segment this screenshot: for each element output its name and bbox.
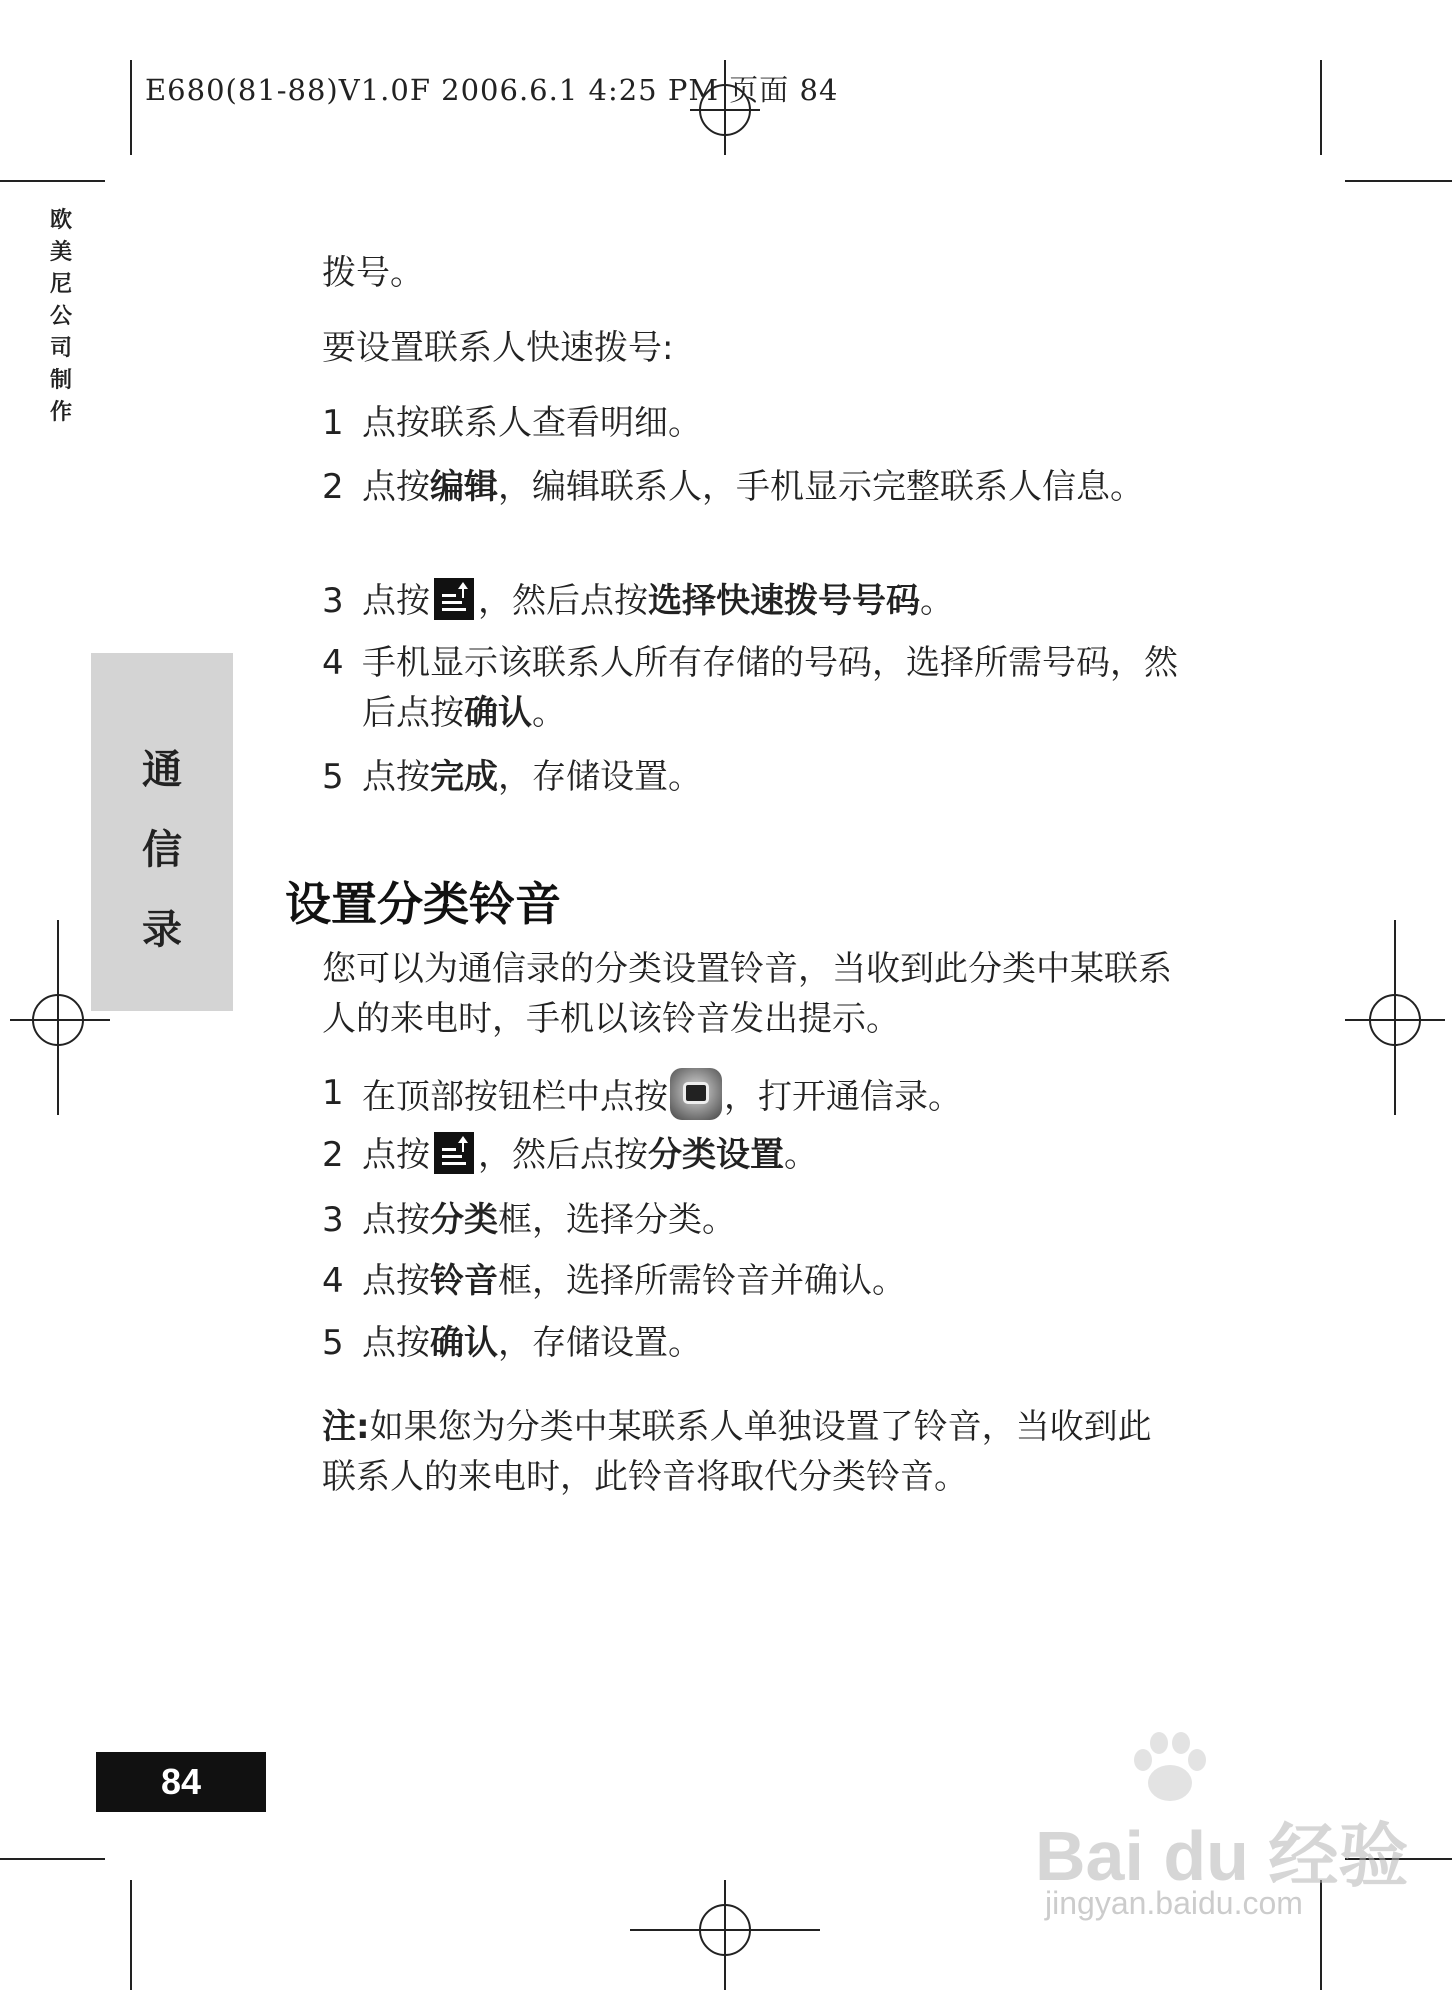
watermark-brand: Bai du 经验 [1035,1817,1409,1895]
step-text: 点按 ，然后点按分类设置。 [362,1130,1182,1180]
crop-mark [1320,60,1322,155]
side-publisher-label: 欧美尼公司制作 [49,208,72,425]
list-item [322,462,1182,562]
registration-mark-bottom [630,1880,820,1990]
step-text: 点按 ，然后点按选择快速拨号号码。 [362,576,1182,626]
section-intro: 您可以为通信录的分类设置铃音，当收到此分类中某联系人的来电时，手机以该铃音发出提示。 [322,949,1172,1039]
crop-mark [0,1858,105,1860]
chapter-tab [91,653,233,1011]
step-text: 点按完成，存储设置。 [362,757,702,797]
chapter-tab-label: 通信录 [142,747,182,953]
section-heading: 设置分类铃音 [285,877,561,931]
page-number: 84 [160,1761,202,1802]
page-number-box [96,1752,266,1812]
list-item [322,638,1182,738]
step-number: 1 [322,1073,344,1113]
step-number: 3 [322,1200,344,1240]
step-text: 点按铃音框，选择所需铃音并确认。 [362,1261,906,1301]
menu-icon [434,578,474,620]
step-number: 2 [322,1135,344,1175]
phonebook-icon [670,1068,722,1120]
step-text: 点按分类框，选择分类。 [362,1200,736,1240]
crop-mark [130,1880,132,1990]
intro-line-1: 拨号。 [322,253,424,293]
crop-mark [1345,180,1452,182]
step-number: 5 [322,757,344,797]
step-text: 在顶部按钮栏中点按 ，打开通信录。 [362,1068,1182,1122]
watermark-url: jingyan.baidu.com [1045,1885,1303,1921]
step-text: 点按编辑，编辑联系人，手机显示完整联系人信息。 [362,467,1144,507]
step-text: 点按联系人查看明细。 [362,403,702,443]
note [322,1402,1172,1502]
crop-mark [0,180,105,182]
step-text: 手机显示该联系人所有存储的号码，选择所需号码，然后点按确认。 [362,643,1178,733]
step-number: 4 [322,643,344,683]
step-number: 5 [322,1323,344,1363]
step-number: 3 [322,581,344,621]
intro-line-2: 要设置联系人快速拨号: [322,328,674,368]
step-number: 1 [322,403,344,443]
print-header: E680(81-88)V1.0F 2006.6.1 4:25 PM 页面 84 [145,73,839,107]
step-number: 4 [322,1261,344,1301]
crop-mark [130,60,132,155]
step-text: 点按确认，存储设置。 [362,1323,702,1363]
step-number: 2 [322,467,344,507]
note-label: 注: [322,1407,370,1447]
paw-logo-icon [1125,1725,1215,1810]
note-text: 如果您为分类中某联系人单独设置了铃音，当收到此联系人的来电时，此铃音将取代分类铃音。 [322,1407,1152,1497]
registration-mark-right [1345,920,1445,1120]
menu-icon [434,1132,474,1174]
